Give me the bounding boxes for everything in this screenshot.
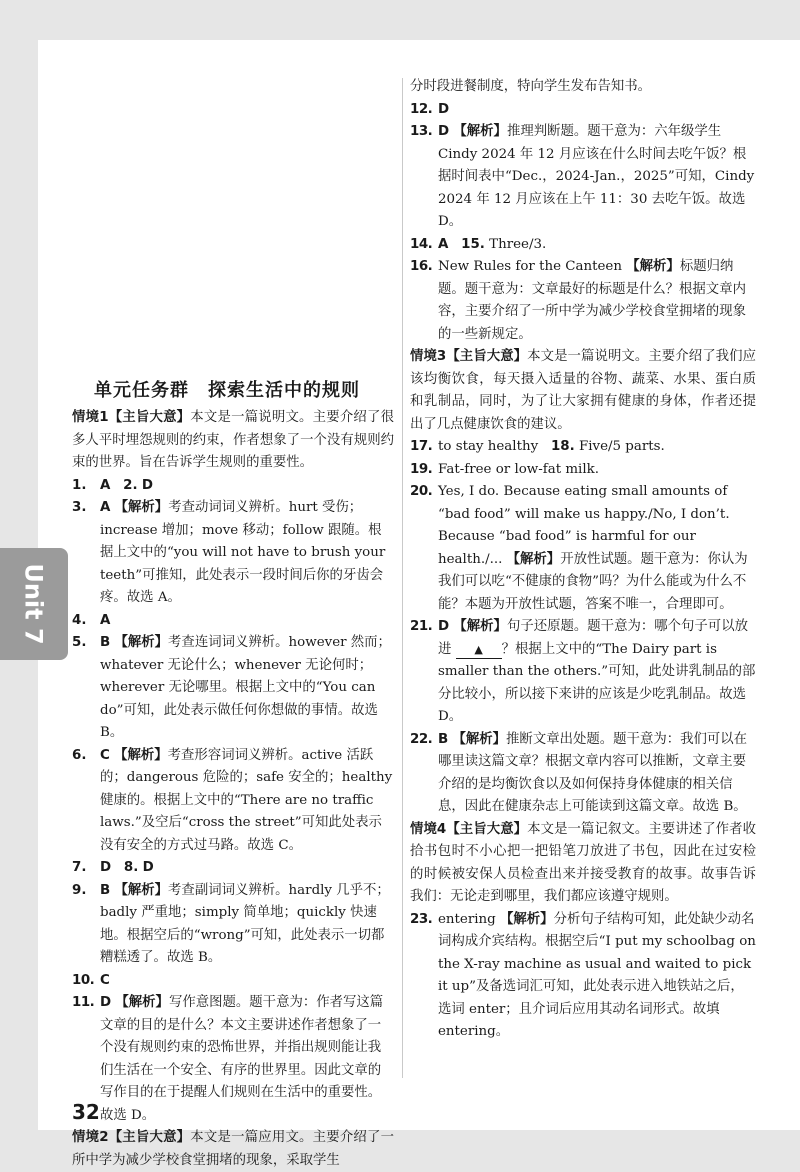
left-column xyxy=(72,378,394,1172)
answer-1-2: 1. A 2. D xyxy=(72,477,153,493)
answer-17-18: 17. to stay healthy 18. Five/5 parts. xyxy=(410,439,665,454)
answer-16: 16. New Rules for the Canteen 【解析】标题归纳题。题干意为：文章最好的标题是什么？根据文章内容，主要介绍了一所中学为减少学校食堂拥堵的现象的一些新规定。 xyxy=(410,259,746,342)
answer-13: 13. D 【解析】推理判断题。题干意为：六年级学生 Cindy 2024 年 12 月应该在什么时间去吃午饭？根据时间表中“Dec.，2024-Jan.，2025”可知，Cindy 2024 年 12 月应该在上午 11：30 去吃午饭。故选 D。 xyxy=(410,124,755,229)
answer-11: 11. D 【解析】写作意图题。题干意为：作者写这篇文章的目的是什么？本文主要讲述作者想象了一个没有规则约束的恐怖世界，并指出规则能让我们生活在一个安全、有序的世界里。因此文章的写作目的在于提醒人们规则在生活中的重要性。故选 D。 xyxy=(72,995,384,1123)
answer-21: 21. D 【解析】句子还原题。题干意为：哪个句子可以放进 ▲ ？根据上文中的“The Dairy part is smaller than the others.”可知，此处讲乳制品的部分比较小，所以接下来讲的应该是少吃乳制品。故选 D。 xyxy=(410,619,756,724)
answer-12: 12. D xyxy=(410,101,450,117)
answer-10: 10. C xyxy=(72,972,110,988)
answer-5: 5. B 【解析】考查连词词义辨析。however 然而；whatever 无论什么；whenever 无论何时；wherever 无论哪里。根据上文中的“You can do”可知，此处表示做任何你想做的事情。故选 B。 xyxy=(72,635,391,740)
answer-4: 4. A xyxy=(72,612,111,628)
answer-14-15: 14. A 15. Three/3. xyxy=(410,236,547,252)
situation-2: 情境2【主旨大意】本文是一篇应用文。主要介绍了一所中学为减少学校食堂拥堵的现象，采取学生 xyxy=(72,1130,394,1168)
answer-7-8: 7. D 8. D xyxy=(72,860,154,875)
section-title: 单元任务群 探索生活中的规则 xyxy=(94,380,360,401)
situation-2-continued: 分时段进餐制度，特向学生发布告知书。 xyxy=(410,79,652,94)
answer-9: 9. B 【解析】考查副词词义辨析。hardly 几乎不；badly 严重地；simply 简单地；quickly 快速地。根据空后的“wrong”可知，此处表示一切都糟糕透了。故选 B。 xyxy=(72,882,390,965)
unit-tab: Unit 7 xyxy=(0,548,68,660)
situation-1: 情境1【主旨大意】本文是一篇说明文。主要介绍了很多人平时埋怨规则的约束，作者想象了一个没有规则约束的世界。旨在告诉学生规则的重要性。 xyxy=(72,410,394,470)
answer-20: 20. Yes, I do. Because eating small amounts of “bad food” will make us happy./No, I don’t. Because “bad food” is harmful for our health./... 【解析】开放性试题。题干意为：你认为我们可以吃“不健康的食物”吗？为什么能或为什么不能？本题为开放性试题，答案不唯一，合理即可。 xyxy=(410,484,748,612)
page-number: 32 xyxy=(72,1100,100,1124)
situation-3: 情境3【主旨大意】本文是一篇说明文。主要介绍了我们应该均衡饮食，每天摄入适量的谷物、蔬菜、水果、蛋白质和乳制品，同时，为了让大家拥有健康的身体，作者还提出了几点健康饮食的建议。 xyxy=(410,349,756,432)
answer-blank: ▲ xyxy=(456,642,502,659)
situation-4: 情境4【主旨大意】本文是一篇记叙文。主要讲述了作者收拾书包时不小心把一把铅笔刀放进了书包，因此在过安检的时候被安保人员检查出来并接受教育的故事。故事告诉我们：无论走到哪里，我们都应该遵守规则。 xyxy=(410,821,756,904)
column-divider xyxy=(402,78,403,1078)
right-column xyxy=(410,76,756,1044)
answer-19: 19. Fat-free or low-fat milk. xyxy=(410,461,599,477)
answer-3: 3. A 【解析】考查动词词义辨析。hurt 受伤；increase 增加；move 移动；follow 跟随。根据上文中的“you will not have to brush your teeth”可推知，此处表示一段时间后你的牙齿会疼。故选 A。 xyxy=(72,500,386,605)
answer-23: 23. entering 【解析】分析句子结构可知，此处缺少动名词构成介宾结构。根据空后“I put my schoolbag on the X-ray machine as usual and waited to pick it up”及备选词汇可知，此处表示进入地铁站之后，选词 enter；且介词后应用其动名词形式。故填 entering。 xyxy=(410,911,756,1039)
answer-6: 6. C 【解析】考查形容词词义辨析。active 活跃的；dangerous 危险的；safe 安全的；healthy 健康的。根据上文中的“There are no traffic laws.”及空后“cross the street”可知此处表示没有安全的方式过马路。故选 C。 xyxy=(72,747,393,853)
answer-22: 22. B 【解析】推断文章出处题。题干意为：我们可以在哪里读这篇文章？根据文章内容可以推断，文章主要介绍的是均衡饮食以及如何保持身体健康的相关信息，因此在健康杂志上可能读到这篇文章。故选 B。 xyxy=(410,731,748,814)
